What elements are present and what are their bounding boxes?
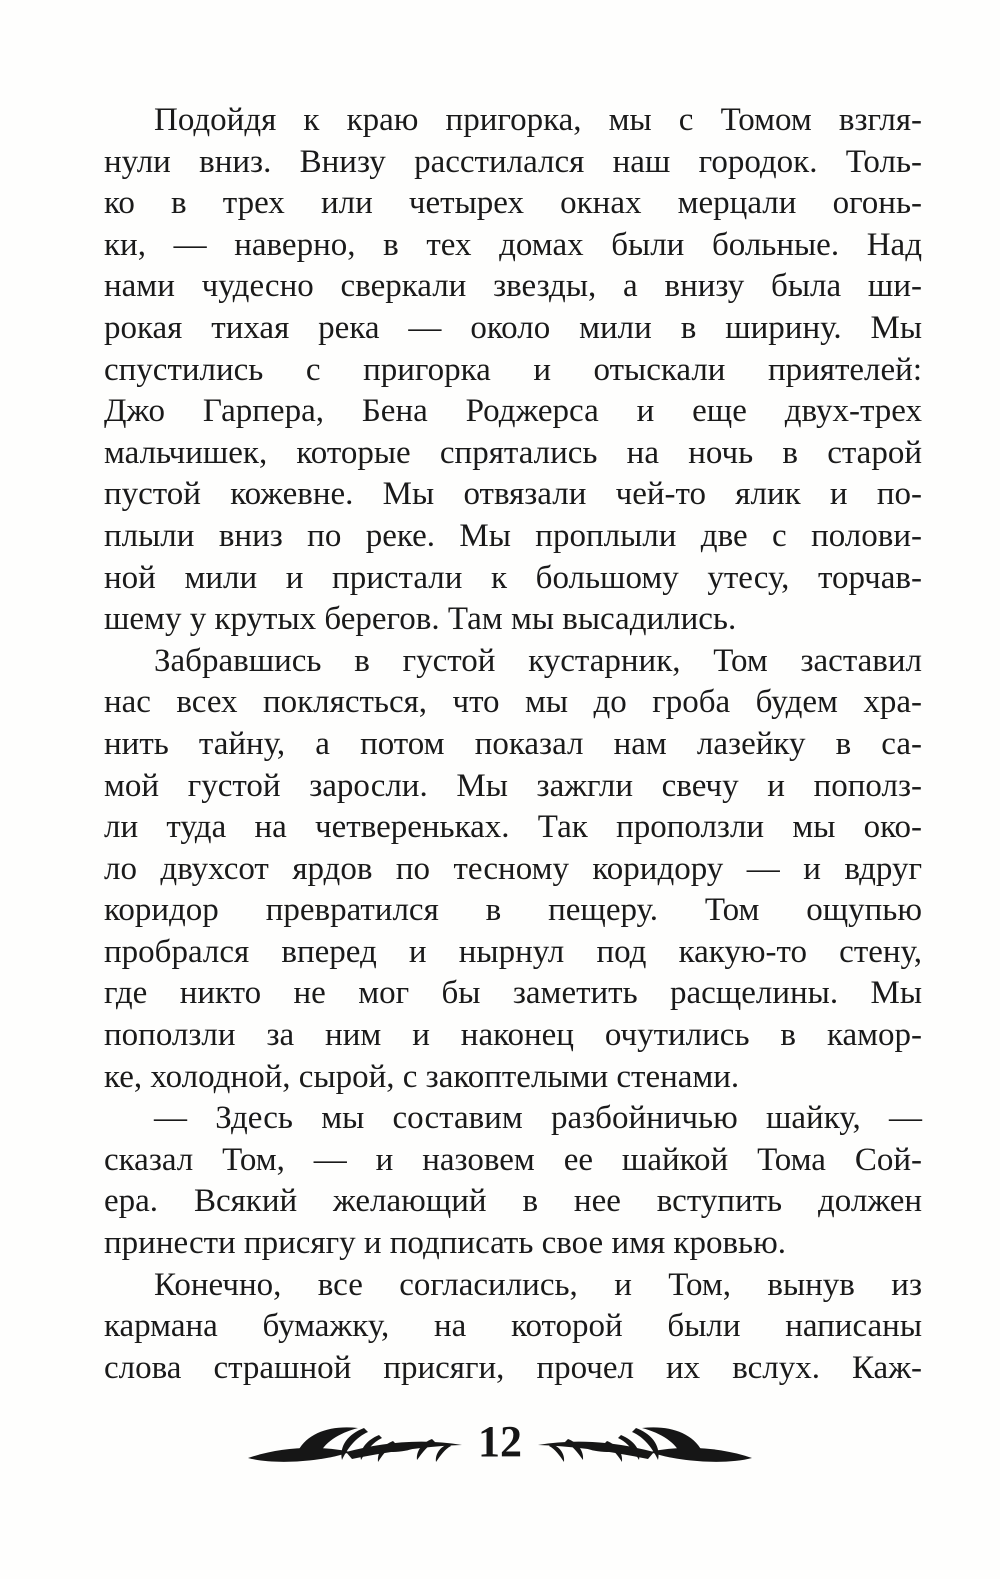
text-line: нас всех поклясться, что мы до гроба будем хра- [104, 684, 922, 721]
text-line: нить тайну, а потом показал нам лазейку в са- [104, 725, 922, 762]
text-line: нули вниз. Внизу расстилался наш городок. Толь- [104, 143, 922, 180]
flourish-left-icon [246, 1424, 464, 1468]
paragraph [104, 100, 922, 641]
text-line: Конечно, все согласились, и Том, вынув из [154, 1266, 922, 1303]
paragraph [104, 1265, 922, 1390]
text-line: поползли за ним и наконец очутились в камор- [104, 1017, 922, 1054]
text-line: Подойдя к краю пригорка, мы с Томом взгля- [154, 102, 922, 138]
text-line: нами чудесно сверкали звезды, а внизу была ши- [104, 268, 922, 305]
text-line: спустились с пригорка и отыскали приятелей: [104, 351, 922, 388]
text-line: ло двухсот ярдов по тесному коридору — и вдруг [104, 850, 922, 887]
text-line: рокая тихая река — около мили в ширину. Мы [104, 309, 922, 346]
text-line: принести присягу и подписать свое имя кровью. [104, 1225, 786, 1262]
text-line: кармана бумажку, на которой были написаны [104, 1308, 922, 1345]
text-line: пустой кожевне. Мы отвязали чей-то ялик и по- [104, 476, 922, 513]
text-line: мальчишек, которые спрятались на ночь в старой [104, 434, 922, 471]
text-line: Забравшись в густой кустарник, Том заставил [154, 642, 922, 679]
page-text [104, 100, 922, 1389]
text-line: плыли вниз по реке. Мы проплыли две с полови- [104, 517, 922, 554]
text-line: Джо Гарпера, Бена Роджерса и еще двух-трех [104, 393, 922, 430]
text-line: сказал Том, — и назовем ее шайкой Тома Сой- [104, 1141, 922, 1178]
text-line: ко в трех или четырех окнах мерцали огонь- [104, 185, 922, 222]
text-line: ке, холодной, сырой, с закоптелыми стенами. [104, 1058, 740, 1095]
text-line: где никто не мог бы заметить расщелины. Мы [104, 975, 922, 1012]
text-line: слова страшной присяги, прочел их вслух. Каж- [104, 1349, 922, 1386]
text-line: шему у крутых берегов. Там мы высадились. [104, 601, 737, 638]
paragraph [104, 641, 922, 1099]
text-line: — Здесь мы составим разбойничью шайку, — [154, 1100, 922, 1137]
text-line: коридор превратился в пещеру. Том ощупью [104, 892, 922, 929]
paragraph [104, 1098, 922, 1264]
text-line: мой густой заросли. Мы зажгли свечу и пополз- [104, 767, 922, 804]
text-line: ера. Всякий желающий в нее вступить должен [104, 1183, 922, 1220]
text-line: ки, — наверно, в тех домах были больные. Над [104, 226, 922, 263]
text-line: ной мили и пристали к большому утесу, торчав- [104, 559, 922, 596]
page-number: 12 [478, 1417, 522, 1466]
text-line: ли туда на четвереньках. Так проползли мы око- [104, 809, 922, 846]
page-footer [0, 1418, 1000, 1474]
flourish-right-icon [536, 1424, 754, 1468]
text-line: пробрался вперед и нырнул под какую-то стену, [104, 933, 922, 970]
